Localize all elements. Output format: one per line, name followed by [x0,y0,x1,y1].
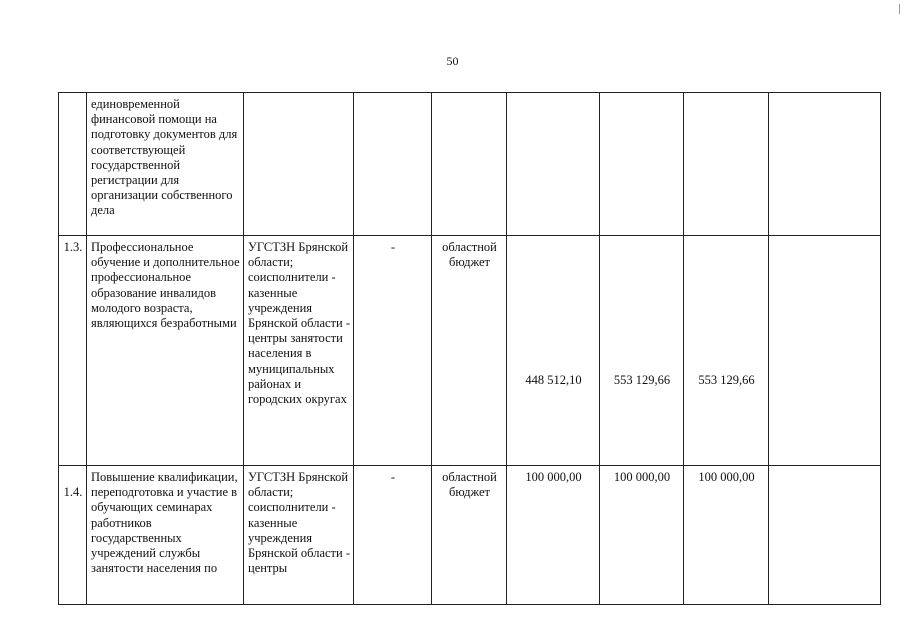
table-row [59,236,881,466]
row-number-cell: 1.4. [59,466,87,605]
table-row [59,466,881,605]
measure-name-cell: Профессиональное обучение и дополнительное профессиональное образование инвалидов молодого возраста, являющихся безработными [87,236,244,466]
margin-mark [899,4,900,14]
row-number-cell: 1.3. [59,236,87,466]
extra-cell [769,93,881,236]
deadline-cell: - [354,466,432,605]
executor-cell: УГСТЗН Брянской области; соисполнители - казенные учреждения Брянской области - центры занятости населения в муниципальных районах и городских округах [244,236,354,466]
amount-year-1-cell: 448 512,10 [507,236,600,466]
deadline-cell [354,93,432,236]
measure-name-cell: Повышение квалификации, переподготовка и участие в обучающих семинарах работников государственных учреждений службы занятости населения по [87,466,244,605]
extra-cell [769,236,881,466]
amount-year-3-cell: 100 000,00 [684,466,769,605]
amount-year-1-cell: 100 000,00 [507,466,600,605]
executor-cell: УГСТЗН Брянской области; соисполнители - казенные учреждения Брянской области - центры [244,466,354,605]
amount-year-3-cell: 553 129,66 [684,236,769,466]
deadline-cell: - [354,236,432,466]
page-number: 50 [446,54,459,68]
amount-year-2-cell [600,93,684,236]
funding-source-cell [432,93,507,236]
extra-cell [769,466,881,605]
amount-year-1-cell [507,93,600,236]
table-row [59,93,881,236]
amount-year-2-cell: 100 000,00 [600,466,684,605]
funding-source-cell: областной бюджет [432,466,507,605]
program-table [58,92,881,605]
row-number-cell [59,93,87,236]
executor-cell [244,93,354,236]
measure-name-cell: единовременной финансовой помощи на подготовку документов для соответствующей государственной регистрации для организации собственного дела [87,93,244,236]
amount-year-2-cell: 553 129,66 [600,236,684,466]
amount-year-3-cell [684,93,769,236]
funding-source-cell: областной бюджет [432,236,507,466]
